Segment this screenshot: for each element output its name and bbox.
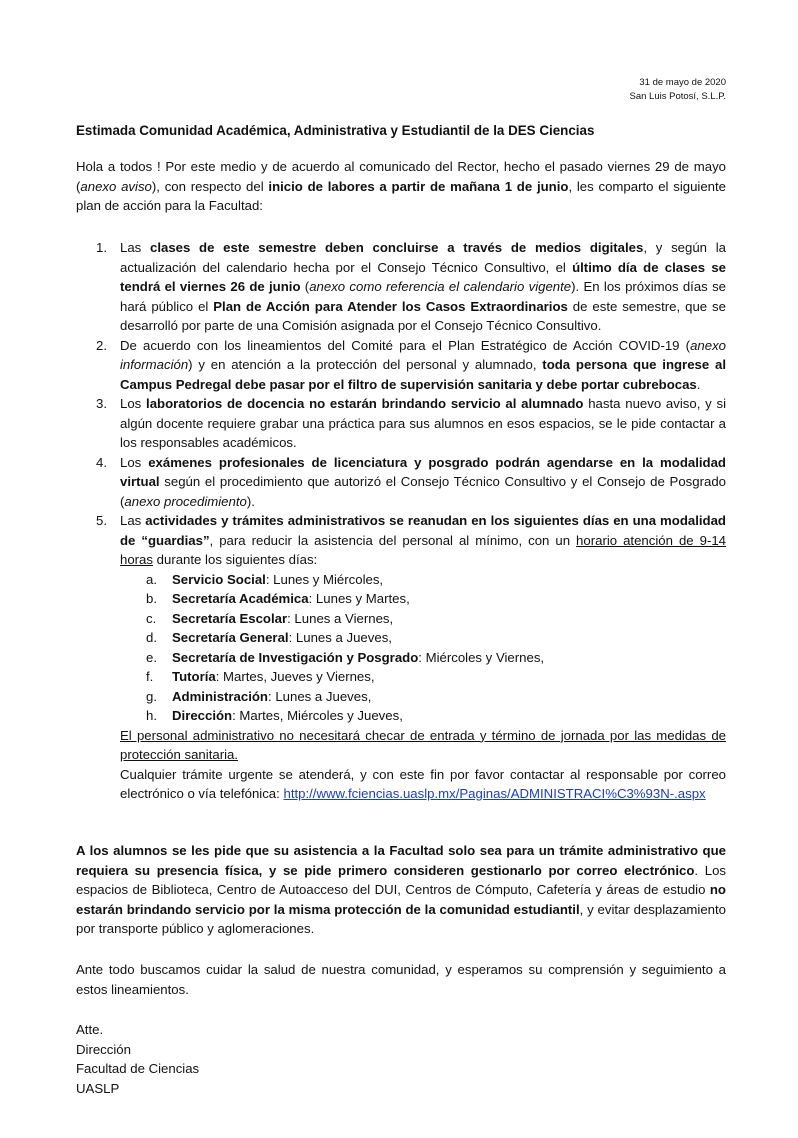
item-number: 5. xyxy=(96,513,107,528)
intro-paragraph: Hola a todos ! Por este medio y de acuerdo al comunicado del Rector, hecho el pasado viernes 29 de mayo (anexo aviso), con respecto del inicio de labores a partir de mañana 1 de junio, les comparto el siguiente plan de acción para la Facultad: xyxy=(76,159,727,213)
list-item: 1. Las clases de este semestre deben concluirse a través de medios digitales, y según la actualización del calendario hecha por el Consejo Técnico Consultivo, el último día de clases se tendrá el viernes 26 de junio (anexo como referencia el calendario vigente). En los próximos días se hará público el Plan de Acción para Atender los Casos Extraordinarios de este semestre, que se desarrolló por parte de una Comisión asignada por el Consejo Técnico Consultivo. xyxy=(96,240,727,333)
office-item: c. Secretaría Escolar: Lunes a Viernes, xyxy=(146,610,394,626)
signature-line: Facultad de Ciencias xyxy=(76,1061,200,1076)
urgent-contact: Cualquier trámite urgente se atenderá, y con este fin por favor contactar al responsable por correo electrónico o vía telefónica: http://www.fciencias.uaslp.mx/Paginas/ADMINISTRACI%C3%93N-.aspx xyxy=(120,766,726,801)
office-item: b. Secretaría Académica: Lunes y Martes, xyxy=(146,591,410,606)
item-number: 4. xyxy=(96,454,107,470)
office-item: a. Servicio Social: Lunes y Miércoles, xyxy=(146,571,384,587)
signature-line: UASLP xyxy=(76,1080,120,1096)
signature-line: Atte. xyxy=(76,1022,104,1037)
letter-date: 31 de mayo de 2020 xyxy=(639,77,726,88)
greeting: Estimada Comunidad Académica, Administrativa y Estudiantil de la DES Ciencias xyxy=(76,123,595,138)
signature-block xyxy=(76,1020,376,1098)
item-number: 3. xyxy=(96,396,107,411)
date-block xyxy=(630,76,726,104)
list-item: 2. De acuerdo con los lineamientos del Comité para el Plan Estratégico de Acción COVID-19 (anexo información) y en atención a la protección del personal y alumnado, toda persona que ingrese al Campus Pedregal debe pasar por el filtro de supervisión sanitaria y debe portar cubrebocas. xyxy=(96,337,726,392)
office-item: d. Secretaría General: Lunes a Jueves, xyxy=(146,630,392,645)
letter-place: San Luis Potosí, S.L.P. xyxy=(629,91,726,102)
item-number: 2. xyxy=(96,337,107,353)
office-schedule-list xyxy=(146,570,726,726)
students-paragraph: A los alumnos se les pide que su asistencia a la Facultad solo sea para un trámite administrativo que requiera su presencia física, y se pide primero consideren gestionarlo por correo electrónico. Los espacios de Biblioteca, Centro de Autoacceso del DUI, Centros de Cómputo, Cafetería y áreas de estudio no estarán brindando servicio por la misma protección de la comunidad estudiantil, y evitar desplazamiento por transporte público y aglomeraciones. xyxy=(76,843,726,936)
list-item: 4. Los exámenes profesionales de licenciatura y posgrado podrán agendarse en la modalidad virtual según el procedimiento que autorizó el Consejo Técnico Consultivo y el Consejo de Posgrado (anexo procedimiento). xyxy=(96,454,726,509)
list-item: 5. Las actividades y trámites administrativos se reanudan en los siguientes días en una modalidad de “guardias”, para reducir la asistencia del personal al mínimo, con un horario atención de 9-14 horas durante los siguientes días: a. Servicio Social: Lunes y Miércoles, b. Secretaría Académica: Lunes y Martes, c. Secretaría Escolar: Lunes a Viernes, d. Secretaría General: Lunes a Jueves, e. Secretaría de Investigación y Posgrado: Miércoles y Viernes, f. Tutoría: Martes, Jueves y Viernes, g. Administración: Lunes a Jueves, h. Dirección: Martes, Miércoles y Jueves, El personal administrativo no necesitará checar de entrada y término de jornada por las medidas de protección sanitaria. Cualquier trámite urgente se atenderá, y con este fin por favor contactar al responsable por correo electrónico o vía telefónica: http://www.fciencias.uaslp.mx/Paginas/ADMINISTRACI%C3%93N-.aspx xyxy=(76,511,726,804)
admin-staff-note: El personal administrativo no necesitará checar de entrada y término de jornada por las medidas de protección sanitaria. xyxy=(120,727,726,762)
signature-line: Dirección xyxy=(76,1041,131,1057)
action-plan-list xyxy=(76,238,726,804)
list-item: 3. Los laboratorios de docencia no estarán brindando servicio al alumnado hasta nuevo aviso, y si algún docente requiere grabar una práctica para sus alumnos en esos espacios, se le pide contactar a los responsables académicos. xyxy=(96,396,727,450)
admin-page-link[interactable]: http://www.fciencias.uaslp.mx/Paginas/ADMINISTRACI%C3%93N-.aspx xyxy=(283,786,706,801)
office-item: h. Dirección: Martes, Miércoles y Jueves, xyxy=(146,708,403,723)
closing-paragraph: Ante todo buscamos cuidar la salud de nuestra comunidad, y esperamos su comprensión y seguimiento a estos lineamientos. xyxy=(76,962,726,997)
office-item: f. Tutoría: Martes, Jueves y Viernes, xyxy=(146,669,375,684)
office-item: g. Administración: Lunes a Jueves, xyxy=(146,688,372,704)
office-item: e. Secretaría de Investigación y Posgrado: Miércoles y Viernes, xyxy=(146,649,545,665)
item-number: 1. xyxy=(96,240,107,255)
